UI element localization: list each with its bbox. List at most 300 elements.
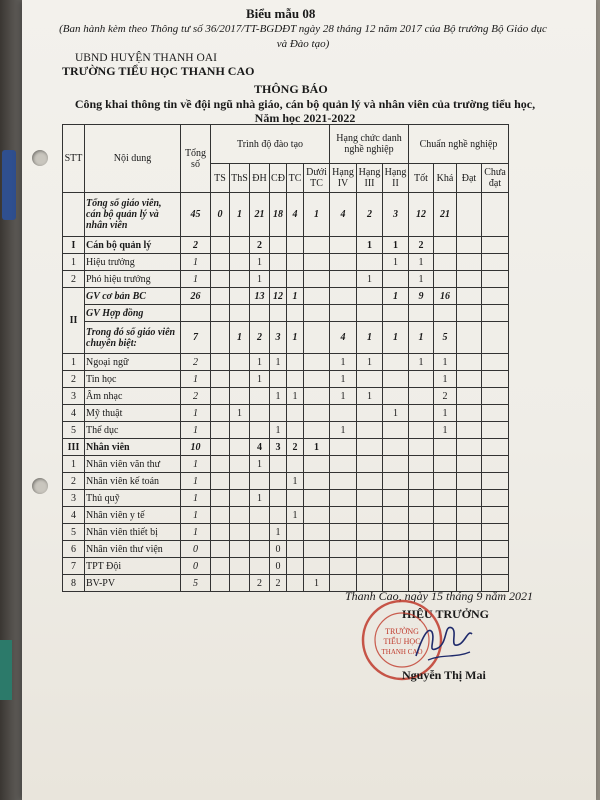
row-value — [304, 558, 330, 575]
row-stt — [63, 193, 85, 237]
row-value: 1 — [270, 388, 287, 405]
row-value — [383, 507, 409, 524]
row-value — [230, 305, 250, 322]
row-value — [330, 541, 357, 558]
row-value — [230, 490, 250, 507]
table-row — [63, 254, 509, 271]
row-stt: 5 — [63, 524, 85, 541]
row-value — [482, 490, 509, 507]
row-stt: 2 — [63, 271, 85, 288]
row-label: Cán bộ quản lý — [85, 237, 181, 254]
row-value: 1 — [287, 388, 304, 405]
row-value — [330, 439, 357, 456]
row-value — [457, 305, 482, 322]
row-value — [270, 405, 287, 422]
background-object — [0, 640, 12, 700]
subheader: Hạng II — [383, 164, 409, 193]
row-value: 1 — [330, 422, 357, 439]
row-value — [211, 288, 230, 305]
row-value — [304, 305, 330, 322]
row-value — [482, 371, 509, 388]
row-value — [230, 524, 250, 541]
row-value: 1 — [287, 322, 304, 354]
row-value — [330, 524, 357, 541]
row-value — [457, 456, 482, 473]
row-value: 4 — [330, 193, 357, 237]
row-value — [211, 439, 230, 456]
row-stt: II — [63, 288, 85, 354]
subheader: Đạt — [457, 164, 482, 193]
row-value — [304, 456, 330, 473]
row-value: 2 — [434, 388, 457, 405]
row-value — [457, 354, 482, 371]
row-value — [211, 354, 230, 371]
row-value — [409, 456, 434, 473]
row-total: 10 — [181, 439, 211, 456]
header-standard: Chuẩn nghề nghiệp — [409, 125, 509, 164]
row-label: Tin học — [85, 371, 181, 388]
row-total — [181, 305, 211, 322]
row-value — [357, 405, 383, 422]
row-total: 1 — [181, 371, 211, 388]
row-value — [287, 541, 304, 558]
row-value: 0 — [211, 193, 230, 237]
row-value — [482, 473, 509, 490]
row-value — [330, 558, 357, 575]
row-value — [434, 456, 457, 473]
subheader: ĐH — [250, 164, 270, 193]
row-value — [482, 456, 509, 473]
row-stt: 7 — [63, 558, 85, 575]
row-value — [211, 524, 230, 541]
row-total: 1 — [181, 507, 211, 524]
row-value — [383, 558, 409, 575]
row-value: 2 — [250, 575, 270, 592]
staff-table — [62, 124, 509, 592]
row-total: 2 — [181, 237, 211, 254]
row-value — [270, 254, 287, 271]
row-value: 2 — [409, 237, 434, 254]
row-value — [211, 237, 230, 254]
row-value — [482, 322, 509, 354]
row-value — [457, 473, 482, 490]
row-value — [409, 524, 434, 541]
row-label: Trong đó số giáo viên chuyên biệt: — [85, 322, 181, 354]
row-total: 0 — [181, 558, 211, 575]
row-value — [230, 237, 250, 254]
row-value — [270, 490, 287, 507]
row-value — [230, 541, 250, 558]
row-value — [357, 541, 383, 558]
row-stt: 3 — [63, 490, 85, 507]
row-value — [330, 507, 357, 524]
row-label: GV Hợp đồng — [85, 305, 181, 322]
row-stt: 3 — [63, 388, 85, 405]
row-value — [409, 305, 434, 322]
row-value: 1 — [250, 371, 270, 388]
row-value — [250, 507, 270, 524]
row-value — [482, 507, 509, 524]
row-value — [211, 507, 230, 524]
row-label: Nhân viên y tế — [85, 507, 181, 524]
svg-text:THANH CAO: THANH CAO — [381, 648, 423, 656]
row-value — [482, 193, 509, 237]
row-value — [287, 237, 304, 254]
row-value — [409, 473, 434, 490]
row-value — [330, 473, 357, 490]
row-value: 1 — [357, 354, 383, 371]
row-value — [304, 288, 330, 305]
row-total: 1 — [181, 422, 211, 439]
row-value — [357, 254, 383, 271]
row-value: 0 — [270, 541, 287, 558]
table-row — [63, 507, 509, 524]
row-label: TPT Đội — [85, 558, 181, 575]
row-total: 1 — [181, 473, 211, 490]
decree-reference: (Ban hành kèm theo Thông tư số 36/2017/TT-BGDĐT ngày 28 tháng 12 năm 2017 của Bộ trưởng Bộ Giáo dục và Đào tạo) — [59, 23, 547, 50]
row-value — [434, 507, 457, 524]
subheader: Hạng IV — [330, 164, 357, 193]
row-value — [357, 439, 383, 456]
row-value — [357, 507, 383, 524]
row-value: 1 — [287, 288, 304, 305]
subheader: ThS — [230, 164, 250, 193]
row-value: 1 — [250, 490, 270, 507]
row-value — [482, 388, 509, 405]
row-label: Nhân viên thư viện — [85, 541, 181, 558]
row-value — [457, 371, 482, 388]
row-value — [482, 305, 509, 322]
row-value — [457, 237, 482, 254]
row-value — [383, 271, 409, 288]
row-value — [230, 388, 250, 405]
table-row — [63, 271, 509, 288]
row-value — [457, 193, 482, 237]
row-value — [357, 456, 383, 473]
row-value: 1 — [250, 354, 270, 371]
row-value — [482, 524, 509, 541]
row-value — [270, 473, 287, 490]
table-row — [63, 541, 509, 558]
row-value — [250, 405, 270, 422]
row-label: Phó hiệu trưởng — [85, 271, 181, 288]
row-value — [304, 490, 330, 507]
row-value: 1 — [383, 237, 409, 254]
row-label: Nhân viên kế toán — [85, 473, 181, 490]
row-value — [230, 254, 250, 271]
row-value — [211, 322, 230, 354]
row-label: Nhân viên thiết bị — [85, 524, 181, 541]
row-value — [457, 558, 482, 575]
row-value: 1 — [383, 322, 409, 354]
header-stt: STT — [63, 125, 85, 193]
row-value — [357, 558, 383, 575]
row-stt: 4 — [63, 405, 85, 422]
row-value — [287, 575, 304, 592]
row-value — [230, 371, 250, 388]
row-stt: 2 — [63, 473, 85, 490]
row-value — [457, 288, 482, 305]
row-value — [304, 524, 330, 541]
svg-text:TIỂU HỌC: TIỂU HỌC — [383, 637, 421, 646]
row-stt: III — [63, 439, 85, 456]
row-value — [287, 490, 304, 507]
row-total: 45 — [181, 193, 211, 237]
row-value: 16 — [434, 288, 457, 305]
table-row — [63, 193, 509, 237]
table-row — [63, 388, 509, 405]
row-value: 3 — [270, 439, 287, 456]
row-value — [304, 354, 330, 371]
row-value — [250, 473, 270, 490]
row-value — [230, 575, 250, 592]
row-value — [457, 405, 482, 422]
row-value — [270, 305, 287, 322]
row-value — [357, 524, 383, 541]
row-value: 1 — [357, 322, 383, 354]
row-stt: I — [63, 237, 85, 254]
row-value — [482, 237, 509, 254]
row-value — [211, 422, 230, 439]
subheader: Khá — [434, 164, 457, 193]
table-row — [63, 405, 509, 422]
row-value: 1 — [357, 388, 383, 405]
subheader: Tốt — [409, 164, 434, 193]
row-label: GV cơ bản BC — [85, 288, 181, 305]
row-value — [383, 524, 409, 541]
row-value — [409, 490, 434, 507]
row-total: 5 — [181, 575, 211, 592]
row-value — [409, 422, 434, 439]
table-body — [63, 193, 509, 592]
row-value — [230, 473, 250, 490]
row-value — [482, 271, 509, 288]
row-total: 1 — [181, 490, 211, 507]
header-training: Trình độ đào tạo — [211, 125, 330, 164]
table-row — [63, 473, 509, 490]
row-value — [482, 254, 509, 271]
row-value — [230, 507, 250, 524]
table-row — [63, 288, 509, 305]
row-stt: 1 — [63, 254, 85, 271]
row-value — [250, 541, 270, 558]
row-value: 4 — [330, 322, 357, 354]
notice-title: THÔNG BÁO — [254, 82, 328, 96]
row-total: 1 — [181, 405, 211, 422]
row-value — [457, 271, 482, 288]
row-label: BV-PV — [85, 575, 181, 592]
row-value: 1 — [409, 354, 434, 371]
row-value — [330, 490, 357, 507]
row-value — [383, 371, 409, 388]
punch-hole — [32, 478, 48, 494]
row-value: 21 — [434, 193, 457, 237]
row-value — [287, 422, 304, 439]
row-value — [434, 490, 457, 507]
row-value — [211, 388, 230, 405]
row-value: 1 — [330, 354, 357, 371]
table-row — [63, 558, 509, 575]
row-total: 1 — [181, 254, 211, 271]
row-value — [409, 558, 434, 575]
row-value — [230, 422, 250, 439]
row-value — [287, 254, 304, 271]
row-value — [457, 388, 482, 405]
row-stt: 4 — [63, 507, 85, 524]
authority-name: UBND HUYỆN THANH OAI — [75, 52, 217, 64]
row-value: 1 — [434, 371, 457, 388]
form-number: Biểu mẫu 08 — [246, 6, 316, 21]
row-value — [230, 354, 250, 371]
row-value — [434, 439, 457, 456]
row-total: 2 — [181, 354, 211, 371]
row-value — [434, 524, 457, 541]
row-value — [211, 541, 230, 558]
row-total: 1 — [181, 456, 211, 473]
row-value: 1 — [409, 254, 434, 271]
row-value: 1 — [330, 371, 357, 388]
row-value — [230, 439, 250, 456]
row-value — [457, 439, 482, 456]
row-value — [287, 271, 304, 288]
row-value — [287, 524, 304, 541]
header-content: Nội dung — [85, 125, 181, 193]
row-value: 0 — [270, 558, 287, 575]
row-value — [211, 271, 230, 288]
row-value — [250, 305, 270, 322]
row-label: Mỹ thuật — [85, 405, 181, 422]
row-value — [482, 288, 509, 305]
row-value — [482, 558, 509, 575]
row-value — [357, 473, 383, 490]
row-value: 13 — [250, 288, 270, 305]
row-value: 1 — [434, 405, 457, 422]
row-value: 1 — [330, 388, 357, 405]
row-label: Hiệu trưởng — [85, 254, 181, 271]
row-value — [304, 422, 330, 439]
row-value — [304, 371, 330, 388]
signer-name: Nguyễn Thị Mai — [402, 668, 486, 682]
row-stt: 5 — [63, 422, 85, 439]
row-value — [330, 405, 357, 422]
row-value: 9 — [409, 288, 434, 305]
row-value — [211, 558, 230, 575]
row-value: 1 — [230, 322, 250, 354]
row-value — [304, 322, 330, 354]
row-total: 7 — [181, 322, 211, 354]
row-value: 2 — [250, 237, 270, 254]
row-value — [482, 541, 509, 558]
row-value: 1 — [250, 254, 270, 271]
row-value: 2 — [357, 193, 383, 237]
row-value: 2 — [270, 575, 287, 592]
row-stt: 6 — [63, 541, 85, 558]
row-value: 1 — [409, 322, 434, 354]
subheader: TS — [211, 164, 230, 193]
row-value — [330, 271, 357, 288]
row-value — [287, 405, 304, 422]
row-value — [434, 541, 457, 558]
row-value — [330, 237, 357, 254]
row-value: 2 — [250, 322, 270, 354]
row-value — [457, 490, 482, 507]
subheader: Hạng III — [357, 164, 383, 193]
row-value — [357, 305, 383, 322]
row-total: 0 — [181, 541, 211, 558]
row-value — [287, 354, 304, 371]
row-value — [250, 524, 270, 541]
row-value — [287, 456, 304, 473]
table-row — [63, 456, 509, 473]
row-value: 1 — [287, 507, 304, 524]
row-value: 1 — [230, 193, 250, 237]
row-value: 1 — [383, 405, 409, 422]
svg-text:TRƯỜNG: TRƯỜNG — [385, 627, 419, 636]
row-value — [409, 388, 434, 405]
table-row — [63, 322, 509, 354]
row-value — [383, 490, 409, 507]
table-row — [63, 237, 509, 254]
row-value: 5 — [434, 322, 457, 354]
row-total: 1 — [181, 524, 211, 541]
row-value — [357, 490, 383, 507]
row-value — [211, 371, 230, 388]
row-value: 21 — [250, 193, 270, 237]
subheader: Chưa đạt — [482, 164, 509, 193]
row-value — [304, 473, 330, 490]
row-label: Âm nhạc — [85, 388, 181, 405]
row-value — [330, 288, 357, 305]
header-total: Tổng số — [181, 125, 211, 193]
row-value — [457, 254, 482, 271]
row-value — [270, 237, 287, 254]
row-value — [230, 288, 250, 305]
row-value — [457, 541, 482, 558]
row-value: 4 — [287, 193, 304, 237]
row-value — [304, 237, 330, 254]
row-value — [304, 507, 330, 524]
row-stt: 8 — [63, 575, 85, 592]
row-value: 1 — [357, 271, 383, 288]
row-value — [457, 524, 482, 541]
subheader: Dưới TC — [304, 164, 330, 193]
row-value — [287, 371, 304, 388]
row-value — [230, 456, 250, 473]
row-value: 1 — [230, 405, 250, 422]
table-row — [63, 439, 509, 456]
signer-role: HIỆU TRƯỞNG — [402, 607, 490, 621]
row-value — [250, 388, 270, 405]
row-value — [304, 541, 330, 558]
row-value — [357, 371, 383, 388]
row-label: Nhân viên — [85, 439, 181, 456]
row-value — [409, 439, 434, 456]
notice-subtitle: Công khai thông tin về đội ngũ nhà giáo, cán bộ quản lý và nhân viên của trường tiểu học, Năm học 2021-2022 — [74, 97, 536, 125]
row-label: Thủ quỹ — [85, 490, 181, 507]
row-value — [383, 439, 409, 456]
row-total: 1 — [181, 271, 211, 288]
row-value — [230, 271, 250, 288]
row-value — [330, 254, 357, 271]
row-value — [211, 490, 230, 507]
row-value: 4 — [250, 439, 270, 456]
row-value: 1 — [383, 288, 409, 305]
row-value: 3 — [383, 193, 409, 237]
row-value — [434, 237, 457, 254]
row-value — [383, 456, 409, 473]
row-value — [383, 354, 409, 371]
row-label: Tổng số giáo viên, cán bộ quản lý và nhân viên — [85, 193, 181, 237]
